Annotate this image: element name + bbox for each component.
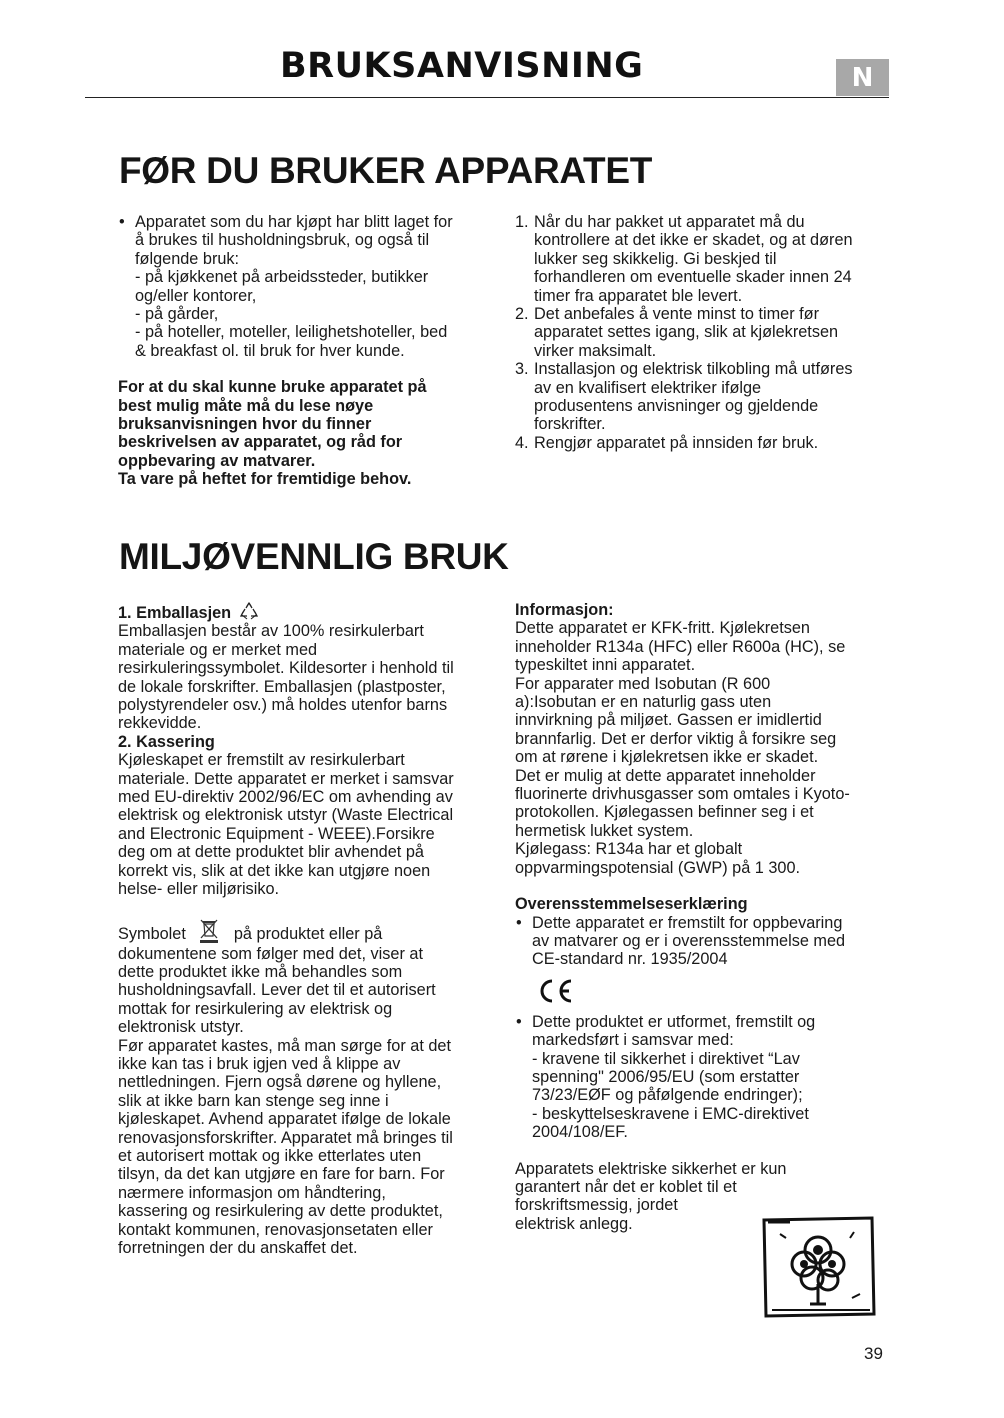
disposal-heading: 2. Kassering bbox=[118, 732, 215, 751]
text-line: Rengjør apparatet på innsiden før bruk. bbox=[534, 433, 819, 452]
text-line: virker maksimalt. bbox=[534, 341, 657, 360]
item-number: 2. bbox=[515, 305, 529, 324]
section-title-environment: MILJØVENNLIG BRUK bbox=[119, 536, 509, 577]
text-line: korrekt vis, slik at det ikke kan utgjøre noen bbox=[118, 861, 431, 880]
text-line: lukker seg skikkelig. Gi beskjed til bbox=[534, 249, 777, 268]
text-line: For apparater med Isobutan (R 600 bbox=[515, 674, 771, 693]
text-line: & breakfast ol. til bruk for hver kunde. bbox=[135, 341, 405, 360]
text-line: forhandleren om eventuelle skader innen 24 bbox=[534, 268, 852, 287]
text-line: Dette apparatet er KFK-fritt. Kjølekretsen bbox=[515, 619, 810, 638]
conformity-heading: Overensstemmelseserklæring bbox=[515, 895, 748, 914]
text-line: forskrifter. bbox=[534, 415, 606, 434]
text-line: fluorinerte drivhusgasser som omtales i Kyoto- bbox=[515, 785, 850, 804]
text-fragment: på produktet eller på bbox=[233, 924, 383, 943]
text-line: - på gårder, bbox=[135, 305, 219, 324]
text-line: resirkuleringssymbolet. Kildesorter i henhold til bbox=[118, 659, 454, 678]
text-line: - på kjøkkenet på arbeidssteder, butikker bbox=[135, 268, 429, 287]
text-line: Apparatets elektriske sikkerhet er kun bbox=[515, 1159, 787, 1178]
text-line: mottak for resirkulering av elektrisk og bbox=[118, 999, 393, 1018]
numbered-item bbox=[515, 305, 895, 360]
text-line: forretningen der du anskaffet det. bbox=[118, 1239, 358, 1257]
item-number: 3. bbox=[515, 360, 529, 379]
text-line: slik at ikke barn kan stenge seg inne i bbox=[118, 1091, 389, 1110]
text-line: følgende bruk: bbox=[135, 249, 240, 268]
text-line: spenning" 2006/95/EU (som erstatter bbox=[532, 1067, 800, 1086]
text-line: brannfarlig. Det er derfor viktig å forsikre seg bbox=[515, 729, 837, 748]
text-line: og/eller kontorer, bbox=[135, 286, 257, 305]
text-line: å brukes til husholdningsbruk, og også til bbox=[135, 231, 430, 250]
text-line: materiale og er merket med bbox=[118, 640, 318, 659]
text-line: elektronisk utstyr. bbox=[118, 1018, 244, 1037]
text-line: Dette produktet er utformet, fremstilt og bbox=[532, 1012, 816, 1031]
text-line: 2004/108/EF. bbox=[532, 1123, 628, 1142]
recycle-icon bbox=[239, 601, 259, 621]
text-line: 73/23/EØF og påfølgende endringer); bbox=[532, 1086, 803, 1105]
section-title-before-use: FØR DU BRUKER APPARATET bbox=[119, 150, 653, 191]
text-line: Kjøleskapet er fremstilt av resirkulerbart bbox=[118, 751, 405, 770]
text-line: husholdningsavfall. Lever det til et autorisert bbox=[118, 981, 436, 1000]
text-line: materiale. Dette apparatet er merket i samsvar bbox=[118, 769, 454, 788]
before-use-right-column bbox=[515, 213, 895, 452]
text-line: polystyrendeler osv.) må holdes utenfor barns bbox=[118, 696, 448, 715]
bullet-icon: • bbox=[516, 1012, 522, 1031]
text-line: Når du har pakket ut apparatet må du bbox=[534, 213, 805, 231]
text-line: produsentens anvisninger og gjeldende bbox=[534, 397, 819, 416]
text-line: best mulig måte må du lese nøye bbox=[118, 396, 374, 415]
bullet-icon: • bbox=[516, 913, 522, 932]
text-line: ikke kan tas i bruk igjen ved å klippe av bbox=[118, 1054, 401, 1073]
text-line: Emballasjen består av 100% resirkulerbart bbox=[118, 622, 424, 641]
text-line: kontakt kommunen, renovasjonsetaten eller bbox=[118, 1220, 433, 1239]
text-line: om at rørene i kjølekretsen ikke er skadet. bbox=[515, 748, 819, 767]
text-line: protokollen. Kjølegassen befinner seg i et bbox=[515, 803, 814, 822]
page-number: 39 bbox=[864, 1344, 883, 1363]
text-line: Apparatet som du har kjøpt har blitt laget for bbox=[135, 213, 453, 231]
text-line: renovasjonsforskrifter. Apparatet må bringes til bbox=[118, 1128, 453, 1147]
numbered-item bbox=[515, 213, 895, 305]
read-manual-notice bbox=[118, 378, 498, 488]
text-line: Ta vare på heftet for fremtidige behov. bbox=[118, 470, 412, 489]
text-line: et autorisert mottak og ikke etterlates uten bbox=[118, 1146, 422, 1165]
text-line: Installasjon og elektrisk tilkobling må utføres bbox=[534, 360, 853, 379]
text-line: Kjølegass: R134a har et globalt bbox=[515, 840, 743, 859]
environment-left-column bbox=[118, 601, 498, 1257]
conformity-bullet bbox=[515, 1013, 895, 1142]
packaging-heading bbox=[118, 601, 498, 622]
text-line: Det anbefales å vente minst to timer før bbox=[534, 305, 820, 324]
environment-right-column bbox=[515, 601, 895, 1233]
text-line: helse- eller miljørisiko. bbox=[118, 880, 280, 899]
text-line: inneholder R134a (HFC) eller R600a (HC), se bbox=[515, 637, 846, 656]
text-line: CE-standard nr. 1935/2004 bbox=[532, 950, 728, 969]
conformity-bullet bbox=[515, 914, 895, 969]
text-fragment: Symbolet bbox=[118, 924, 186, 943]
text-line: med EU-direktiv 2002/96/EC om avhending av bbox=[118, 788, 453, 807]
header-divider bbox=[85, 97, 889, 98]
text-line: av en kvalifisert elektriker ifølge bbox=[534, 378, 762, 397]
text-line: Dette apparatet er fremstilt for oppbevaring bbox=[532, 913, 843, 932]
text-line: elektrisk og elektronisk utstyr (Waste Electrical bbox=[118, 806, 454, 825]
text-line: rekkevidde. bbox=[118, 714, 202, 733]
text-line: dokumentene som følger med det, viser at bbox=[118, 944, 423, 963]
text-line: garantert når det er koblet til et bbox=[515, 1177, 737, 1196]
text-line: kontrollere at det ikke er skadet, og at døren bbox=[534, 231, 853, 250]
numbered-item bbox=[515, 434, 895, 452]
text-line: For at du skal kunne bruke apparatet på bbox=[118, 378, 427, 397]
text-line: bruksanvisningen hvor du finner bbox=[118, 415, 372, 434]
numbered-item bbox=[515, 360, 895, 434]
text-line: deg om at dette produktet blir avhendet på bbox=[118, 843, 424, 862]
text-line: Det er mulig at dette apparatet inneholder bbox=[515, 766, 816, 785]
text-line: timer fra apparatet ble levert. bbox=[534, 286, 743, 305]
text-line: a):Isobutan er en naturlig gass uten bbox=[515, 693, 772, 712]
information-heading: Informasjon: bbox=[515, 601, 614, 619]
text-line: kassering og resirkulering av dette produktet, bbox=[118, 1202, 443, 1221]
weee-symbol-line bbox=[118, 917, 498, 945]
text-line: Før apparatet kastes, må man sørge for at det bbox=[118, 1036, 451, 1055]
text-line: typeskiltet inni apparatet. bbox=[515, 656, 696, 675]
text-line: apparatet settes igang, slik at kjølekretsen bbox=[534, 323, 839, 342]
text-line: tilsyn, da det kan utgjøre en fare for barn. For bbox=[118, 1165, 445, 1184]
text-line: elektrisk anlegg. bbox=[515, 1214, 633, 1233]
before-use-left-column bbox=[118, 213, 498, 489]
language-badge: N bbox=[836, 59, 889, 96]
text-line: beskrivelsen av apparatet, og råd for bbox=[118, 433, 403, 452]
text-line: forskriftsmessig, jordet bbox=[515, 1196, 678, 1215]
packaging-heading-text: 1. Emballasjen bbox=[118, 604, 232, 622]
text-line: markedsført i samsvar med: bbox=[532, 1031, 734, 1050]
text-line: - på hoteller, moteller, leilighetshoteller, bed bbox=[135, 323, 448, 342]
text-line: dette produktet ikke må behandles som bbox=[118, 962, 403, 981]
text-line: oppbevaring av matvarer. bbox=[118, 451, 316, 470]
eco-tree-logo-icon bbox=[760, 1214, 878, 1318]
text-line: kjøleskapet. Avhend apparatet ifølge de lokale bbox=[118, 1110, 451, 1129]
text-line: - kravene til sikkerhet i direktivet “Lav bbox=[532, 1049, 800, 1068]
text-line: nærmere informasjon om håndtering, bbox=[118, 1183, 386, 1202]
text-line: de lokale forskrifter. Emballasjen (plastposter, bbox=[118, 677, 446, 696]
text-line: av matvarer og er i overensstemmelse med bbox=[532, 931, 846, 950]
text-line: nettledningen. Fjern også dørene og hyllene, bbox=[118, 1073, 442, 1092]
text-line: hermetisk lukket system. bbox=[515, 821, 694, 840]
text-line: and Electronic Equipment - WEEE).Forsikre bbox=[118, 824, 435, 843]
text-line: oppvarmingspotensial (GWP) på 1 300. bbox=[515, 858, 801, 877]
text-line: innvirkning på miljøet. Gassen er imidlertid bbox=[515, 711, 822, 730]
crossed-bin-icon bbox=[196, 917, 222, 945]
ce-mark-icon bbox=[535, 977, 575, 1005]
header-title: BRUKSANVISNING bbox=[280, 46, 644, 86]
bullet-icon: • bbox=[119, 213, 125, 231]
usage-bullet bbox=[118, 213, 498, 360]
item-number: 1. bbox=[515, 213, 529, 231]
item-number: 4. bbox=[515, 433, 529, 452]
text-line: - beskyttelseskravene i EMC-direktivet bbox=[532, 1104, 809, 1123]
